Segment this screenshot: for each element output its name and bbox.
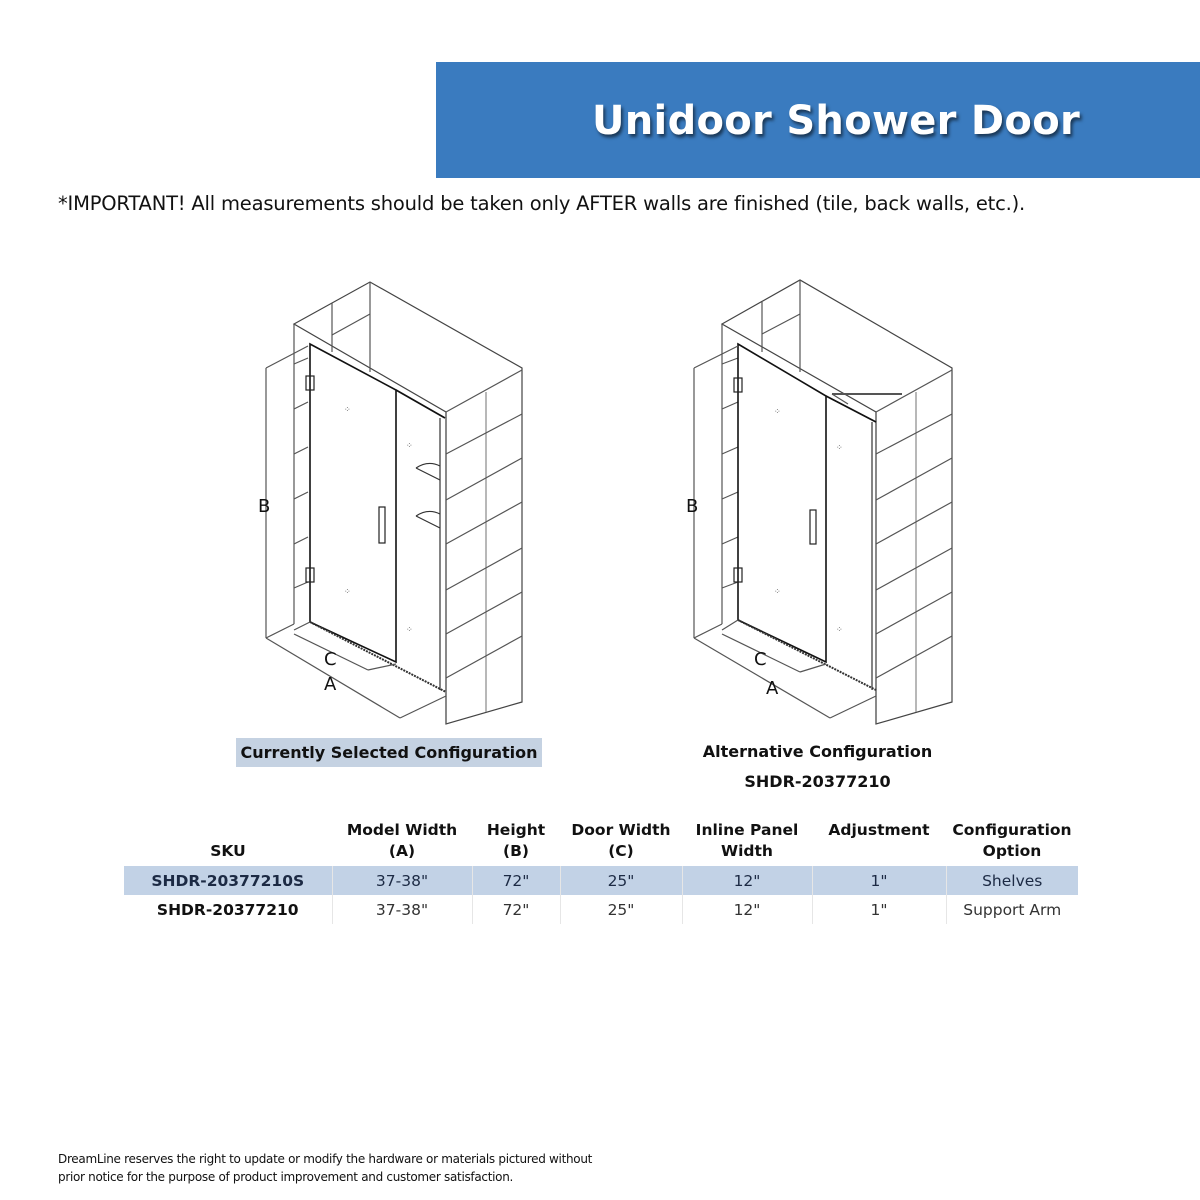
cell-model-width: 37-38" (332, 866, 472, 895)
svg-text:⁘: ⁘ (774, 407, 781, 416)
selected-configuration-diagram (250, 272, 550, 732)
header-height: Height (B) (486, 821, 546, 860)
header-adjustment: Adjustment (828, 821, 930, 839)
cell-sku: SHDR-20377210 (124, 895, 332, 924)
svg-text:⁘: ⁘ (344, 587, 351, 596)
page-title: Unidoor Shower Door (592, 98, 1081, 144)
alternative-configuration-sku: SHDR-20377210 (744, 772, 891, 791)
table-row (124, 895, 1078, 924)
svg-text:B: B (686, 496, 699, 517)
header-model-width: Model Width (A) (346, 821, 458, 860)
cell-height: 72" (472, 866, 560, 895)
alternative-configuration-label: Alternative Configuration (702, 742, 933, 761)
svg-text:⁘: ⁘ (406, 625, 413, 634)
cell-model-width: 37-38" (332, 895, 472, 924)
svg-text:A: A (324, 674, 337, 695)
header-sku: SKU (210, 842, 246, 860)
disclaimer-line-1: DreamLine reserves the right to update or modify the hardware or materials pictured without (58, 1152, 593, 1166)
specifications-table (124, 820, 1078, 924)
svg-text:⁘: ⁘ (344, 405, 351, 414)
svg-text:⁘: ⁘ (836, 625, 843, 634)
disclaimer-footer (58, 1150, 592, 1186)
cell-configuration-option: Support Arm (963, 900, 1062, 919)
cell-inline-panel-width: 12" (682, 895, 812, 924)
svg-text:B: B (258, 496, 271, 517)
svg-text:C: C (324, 649, 337, 670)
cell-adjustment: 1" (812, 866, 946, 895)
disclaimer-line-2: prior notice for the purpose of product improvement and customer satisfaction. (58, 1170, 514, 1184)
table-header-row (124, 820, 1078, 866)
cell-sku: SHDR-20377210S (124, 866, 332, 895)
svg-text:⁘: ⁘ (836, 443, 843, 452)
svg-text:C: C (754, 649, 767, 670)
title-banner (436, 62, 1200, 178)
cell-adjustment: 1" (812, 895, 946, 924)
cell-height: 72" (472, 895, 560, 924)
header-door-width: Door Width (C) (571, 821, 671, 860)
cell-configuration-option: Shelves (946, 866, 1078, 895)
selected-configuration-label: Currently Selected Configuration (236, 738, 542, 767)
svg-text:⁘: ⁘ (774, 587, 781, 596)
cell-door-width: 25" (560, 895, 682, 924)
alternative-configuration-diagram (680, 272, 980, 732)
header-configuration-option: Configuration Option (952, 821, 1072, 860)
cell-door-width: 25" (560, 866, 682, 895)
svg-text:A: A (766, 678, 779, 699)
table-row (124, 866, 1078, 895)
cell-inline-panel-width: 12" (682, 866, 812, 895)
header-inline-panel-width: Inline Panel Width (695, 821, 799, 860)
important-notice: *IMPORTANT! All measurements should be taken only AFTER walls are finished (tile, back walls, etc.). (58, 192, 1026, 215)
svg-text:⁘: ⁘ (406, 441, 413, 450)
